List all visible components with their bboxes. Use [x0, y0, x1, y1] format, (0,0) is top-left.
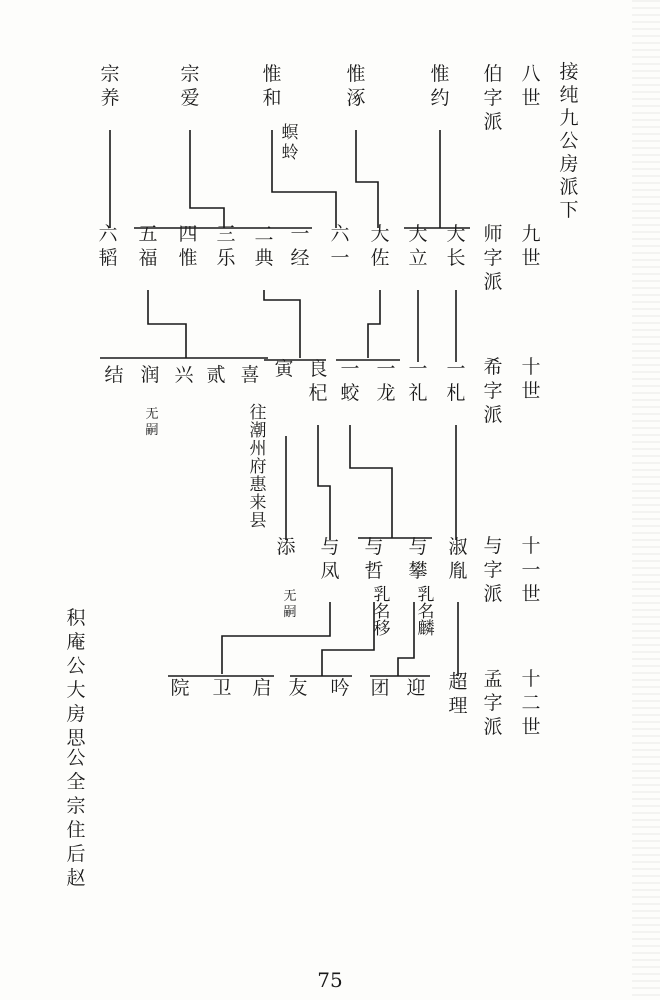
- label-yuan: [170, 677, 189, 699]
- label-yuzhe-char: 与: [364, 536, 384, 558]
- label-zongai: [180, 63, 199, 109]
- generation-label-char: 世: [521, 87, 541, 109]
- line-liangqi: [318, 425, 330, 540]
- label-wei: [212, 677, 231, 699]
- label-dazuo-char: 佐: [370, 247, 390, 269]
- header-note-char: 接: [559, 61, 579, 83]
- label-note-chaozhou-char: 州: [249, 439, 267, 459]
- generation-label-char: 十: [521, 668, 541, 690]
- label-dali-char: 立: [408, 247, 428, 269]
- branch-label-char: 派: [483, 404, 503, 426]
- label-note-wusi-2-char: 嗣: [283, 605, 297, 620]
- footer-note-right-char: 庵: [66, 631, 86, 653]
- label-yijing-char: 一: [290, 223, 310, 245]
- label-note-wusi-2-char: 无: [283, 589, 297, 604]
- branch-label: [483, 668, 502, 738]
- label-weiyue: [430, 63, 449, 109]
- label-jie-char: 结: [104, 364, 124, 386]
- label-note-ruming-yi-char: 名: [373, 602, 391, 622]
- label-wufu-char: 五: [138, 223, 158, 245]
- branch-label-char: 字: [483, 87, 503, 109]
- label-yilong: [376, 358, 395, 404]
- label-yin2-char: 吟: [330, 677, 350, 699]
- branch-label-char: 伯: [483, 63, 503, 85]
- label-yili-char: 礼: [408, 382, 428, 404]
- label-wufu: [138, 223, 157, 269]
- label-yupan: [408, 536, 427, 582]
- label-note-chaozhou-char: 往: [249, 403, 267, 423]
- label-yijiao-char: 一: [340, 358, 360, 380]
- label-zongai-char: 宗: [180, 63, 200, 85]
- label-note-chaozhou: [250, 403, 268, 531]
- label-zongyang-char: 养: [100, 87, 120, 109]
- generation-label: [521, 356, 540, 402]
- branch-label-char: 派: [483, 716, 503, 738]
- generation-label-char: 世: [521, 583, 541, 605]
- label-dachang: [446, 223, 465, 269]
- label-xi: [240, 364, 259, 386]
- label-note-mingling-char: 蛉: [281, 143, 299, 163]
- line-dazuo: [368, 290, 380, 358]
- line-yijiao: [350, 425, 392, 538]
- label-note-chaozhou-char: 县: [249, 511, 267, 531]
- label-chaoli-char: 超: [448, 671, 468, 693]
- generation-label: [521, 63, 540, 109]
- label-note-ruming-yi: [374, 585, 391, 639]
- label-sanle: [216, 223, 236, 269]
- label-wufu-char: 福: [138, 247, 158, 269]
- label-zongai-char: 爱: [180, 87, 200, 109]
- label-note-chaozhou-char: 来: [249, 493, 267, 513]
- label-yin: [274, 358, 294, 380]
- label-weiyue-char: 惟: [430, 63, 450, 85]
- label-ying: [406, 677, 425, 699]
- label-er-char: 贰: [206, 364, 226, 386]
- header-note-char: 下: [559, 199, 579, 221]
- label-yuzhe: [364, 536, 383, 582]
- line-yupan: [398, 602, 414, 676]
- label-erdian-char: 典: [254, 247, 274, 269]
- label-you-char: 友: [288, 677, 308, 699]
- label-note-wusi-2: [283, 589, 296, 620]
- label-qi: [252, 677, 271, 699]
- label-weihe-char: 惟: [262, 63, 282, 85]
- label-yilong-char: 一: [376, 358, 396, 380]
- label-xing: [174, 364, 194, 386]
- label-tuan: [370, 677, 389, 699]
- label-shuhuo-char: 胤: [448, 560, 468, 582]
- label-liangqi-char: 良: [308, 358, 328, 380]
- label-you: [288, 677, 307, 699]
- label-note-wusi-1-char: 无: [145, 407, 159, 422]
- footer-note-right-char: 大: [66, 679, 86, 701]
- label-chaoli-char: 理: [448, 695, 468, 717]
- label-yufeng-char: 凤: [320, 560, 340, 582]
- label-erdian-char: 二: [254, 223, 274, 245]
- header-note-char: 九: [559, 107, 579, 129]
- footer-note-left-char: 全: [66, 771, 86, 793]
- footer-note-right-char: 思: [66, 727, 86, 749]
- label-zongyang-char: 宗: [100, 63, 120, 85]
- branch-label-char: 派: [483, 583, 503, 605]
- label-note-chaozhou-char: 惠: [249, 475, 267, 495]
- footer-note-left-char: 公: [66, 747, 86, 769]
- generation-label-char: 十: [521, 535, 541, 557]
- label-yizha: [446, 358, 465, 404]
- label-liangqi-char: 杞: [308, 382, 328, 404]
- line-yufeng: [222, 602, 330, 674]
- label-dazuo: [370, 223, 389, 269]
- branch-label: [483, 63, 502, 133]
- header-note-char: 派: [559, 176, 579, 198]
- footer-note-right-char: 公: [66, 655, 86, 677]
- branch-label: [483, 223, 502, 293]
- label-yizha-char: 札: [446, 382, 466, 404]
- generation-label-char: 二: [521, 692, 541, 714]
- branch-label-char: 孟: [483, 668, 503, 690]
- label-yin-char: 寅: [274, 358, 294, 380]
- label-yilong-char: 龙: [376, 382, 396, 404]
- label-note-ruming-lin-char: 乳: [417, 585, 435, 605]
- generation-label: [521, 223, 540, 269]
- label-tuan-char: 团: [370, 677, 390, 699]
- label-note-chaozhou-char: 潮: [249, 421, 267, 441]
- footer-note-left-char: 赵: [66, 867, 86, 889]
- label-weizhuo-char: 惟: [346, 63, 366, 85]
- label-liuyi-char: 六: [330, 223, 350, 245]
- label-note-ruming-lin: [418, 585, 435, 639]
- label-weizhuo-char: 涿: [346, 87, 366, 109]
- line-zongai: [190, 130, 224, 228]
- branch-label-char: 希: [483, 356, 503, 378]
- label-weihe: [262, 63, 281, 109]
- header-note-char: 公: [559, 130, 579, 152]
- footer-note-left: [66, 747, 85, 889]
- tree-texts: [66, 61, 579, 889]
- label-liutao-char: 六: [98, 223, 118, 245]
- label-dali: [408, 223, 427, 269]
- generation-label-char: 世: [521, 380, 541, 402]
- label-liutao: [98, 223, 118, 269]
- label-yijing: [290, 223, 309, 269]
- footer-note-right-char: 积: [66, 607, 86, 629]
- branch-label: [483, 535, 502, 605]
- branch-label-char: 字: [483, 559, 503, 581]
- page-number: 75: [317, 968, 343, 992]
- line-erdian: [264, 290, 300, 358]
- label-erdian: [254, 223, 274, 269]
- footer-note-left-char: 宗: [66, 795, 86, 817]
- footer-note-left-char: 后: [66, 843, 86, 865]
- label-dachang-char: 大: [446, 223, 466, 245]
- label-note-ruming-lin-char: 名: [417, 602, 435, 622]
- label-qi-char: 启: [252, 677, 272, 699]
- label-xi-char: 喜: [240, 364, 260, 386]
- label-siwei-char: 惟: [178, 247, 198, 269]
- header-note-char: 房: [559, 153, 579, 175]
- label-yizha-char: 一: [446, 358, 466, 380]
- label-yupan-char: 攀: [408, 560, 428, 582]
- line-wufu: [148, 290, 186, 358]
- generation-label-char: 世: [521, 716, 541, 738]
- label-yufeng: [320, 536, 339, 582]
- label-note-mingling: [282, 123, 300, 163]
- branch-label-char: 派: [483, 111, 503, 133]
- label-note-ruming-yi-char: 移: [373, 619, 391, 639]
- generation-label: [521, 668, 540, 738]
- label-zongyang: [100, 63, 119, 109]
- branch-label-char: 派: [483, 271, 503, 293]
- label-sanle-char: 三: [216, 223, 236, 245]
- label-shuhuo: [448, 536, 467, 582]
- label-note-ruming-yi-char: 乳: [373, 585, 391, 605]
- label-note-wusi-1-char: 嗣: [145, 423, 159, 438]
- label-weihe-char: 和: [262, 87, 282, 109]
- label-wei-char: 卫: [212, 677, 232, 699]
- label-liuyi-char: 一: [330, 247, 350, 269]
- label-yupan-char: 与: [408, 536, 428, 558]
- branch-label-char: 与: [483, 535, 503, 557]
- footer-note-right: [66, 607, 86, 749]
- label-chaoli: [448, 671, 467, 717]
- generation-label-char: 十: [521, 356, 541, 378]
- branch-label-char: 师: [483, 223, 503, 245]
- branch-label: [483, 356, 502, 426]
- label-yuzhe-char: 哲: [364, 560, 384, 582]
- label-liutao-char: 韬: [98, 247, 118, 269]
- label-yijing-char: 经: [290, 247, 310, 269]
- label-yufeng-char: 与: [320, 536, 340, 558]
- generation-label-char: 世: [521, 247, 541, 269]
- generation-label-char: 九: [521, 223, 541, 245]
- label-note-wusi-1: [145, 407, 158, 438]
- label-sanle-char: 乐: [216, 247, 236, 269]
- label-weiyue-char: 约: [430, 87, 450, 109]
- label-yili: [408, 358, 427, 404]
- label-shuhuo-char: 淑: [448, 536, 468, 558]
- branch-label-char: 字: [483, 247, 503, 269]
- generation-label-char: 一: [521, 559, 541, 581]
- label-run-char: 润: [140, 364, 160, 386]
- label-siwei-char: 四: [178, 223, 198, 245]
- label-liangqi: [308, 358, 327, 404]
- label-ying-char: 迎: [406, 677, 426, 699]
- label-run: [140, 364, 159, 386]
- label-liuyi: [330, 223, 350, 269]
- label-yijiao-char: 蛟: [340, 382, 360, 404]
- label-siwei: [178, 223, 197, 269]
- label-jie: [104, 364, 123, 386]
- label-dali-char: 大: [408, 223, 428, 245]
- generation-label: [521, 535, 540, 605]
- label-yijiao: [340, 358, 360, 404]
- branch-label-char: 字: [483, 692, 503, 714]
- generation-label-char: 八: [521, 63, 541, 85]
- label-dazuo-char: 大: [370, 223, 390, 245]
- label-note-ruming-lin-char: 麟: [417, 619, 435, 639]
- header-note-char: 纯: [559, 84, 579, 106]
- label-note-chaozhou-char: 府: [249, 457, 267, 477]
- branch-label-char: 字: [483, 380, 503, 402]
- label-yin2: [330, 677, 349, 699]
- label-note-mingling-char: 螟: [281, 123, 299, 143]
- label-yili-char: 一: [408, 358, 428, 380]
- footer-note-left-char: 住: [66, 819, 86, 841]
- label-tian: [276, 536, 296, 558]
- label-dachang-char: 长: [446, 247, 466, 269]
- header-note: [559, 61, 579, 221]
- label-tian-char: 添: [276, 536, 296, 558]
- label-xing-char: 兴: [174, 364, 194, 386]
- line-weizhuo: [356, 130, 378, 228]
- label-er: [206, 364, 225, 386]
- footer-note-right-char: 房: [66, 703, 86, 725]
- label-yuan-char: 院: [170, 677, 190, 699]
- label-weizhuo: [346, 63, 365, 109]
